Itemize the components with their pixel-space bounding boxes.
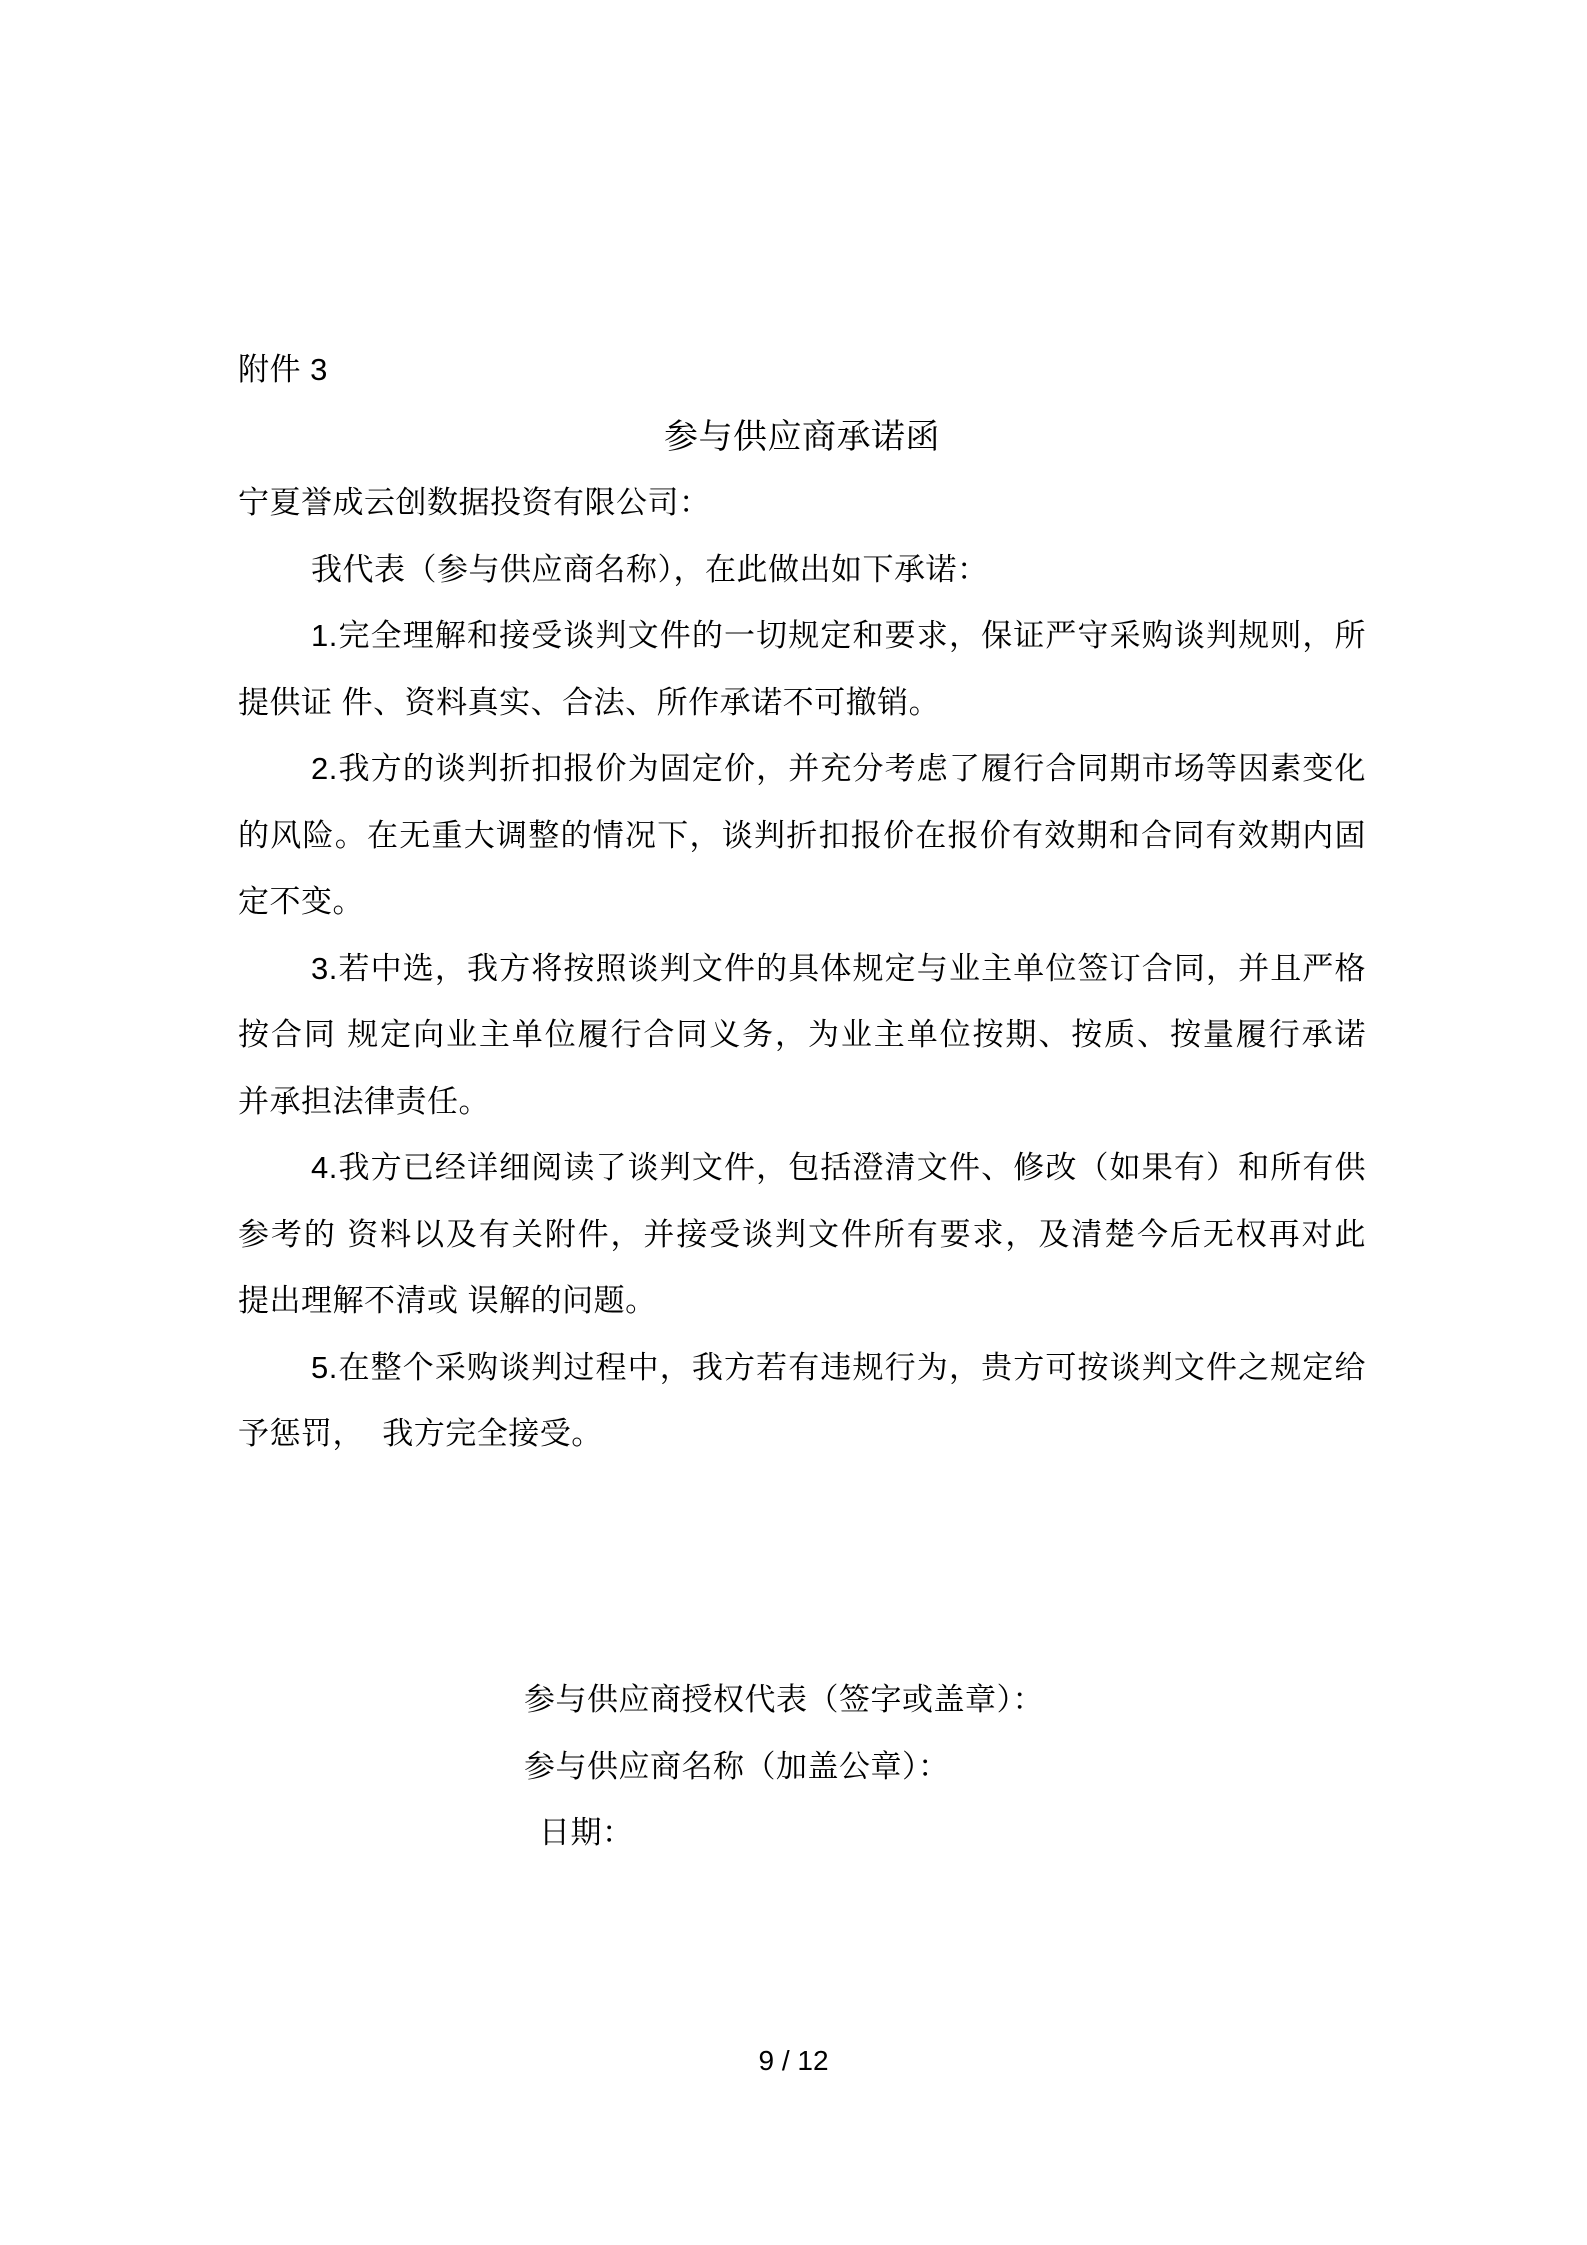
body-line: 3.若中选，我方将按照谈判文件的具体规定与业主单位签订合同，并且严格 <box>311 950 1366 986</box>
body-line: 并承担法律责任。 <box>238 1083 490 1119</box>
addressee-line: 宁夏誉成云创数据投资有限公司： <box>238 485 711 520</box>
blank-line <box>238 1601 1366 1668</box>
body-line: 2.我方的谈判折扣报价为固定价，并充分考虑了履行合同期市场等因素变化 <box>311 751 1366 786</box>
body-line: 提供证 件、资料真实、合法、所作承诺不可撤销。 <box>238 684 941 720</box>
attachment-label: 附件 3 <box>238 352 328 387</box>
body-line: 参考的 资料以及有关附件，并接受谈判文件所有要求，及清楚今后无权再对此 <box>238 1216 1366 1252</box>
body-line: 5.在整个采购谈判过程中，我方若有违规行为，贵方可按谈判文件之规定给 <box>311 1349 1366 1385</box>
document-title: 参与供应商承诺函 <box>664 417 940 456</box>
body-line: 予惩罚， 我方完全接受。 <box>238 1416 603 1451</box>
body-line: 1.完全理解和接受谈判文件的一切规定和要求，保证严守采购谈判规则，所 <box>311 618 1366 653</box>
signature-supplier-name-line: 参与供应商名称（加盖公章）： <box>524 1748 950 1784</box>
intro-line: 我代表（参与供应商名称），在此做出如下承诺： <box>311 551 989 587</box>
body-line: 的风险。在无重大调整的情况下，谈判折扣报价在报价有效期和合同有效期内固 <box>238 817 1366 853</box>
body-line: 提出理解不清或 误解的问题。 <box>238 1283 657 1318</box>
document-content <box>238 337 1366 1867</box>
page-number: 9 / 12 <box>758 2045 829 2076</box>
body-line: 定不变。 <box>238 884 364 919</box>
signature-date-line: 日期： <box>539 1815 634 1850</box>
body-line: 按合同 规定向业主单位履行合同义务，为业主单位按期、按质、按量履行承诺 <box>238 1017 1366 1052</box>
signature-auth-rep-line: 参与供应商授权代表（签字或盖章）： <box>524 1682 1044 1717</box>
blank-line <box>238 1534 1366 1601</box>
blank-line <box>238 1468 1366 1535</box>
body-line: 4.我方已经详细阅读了谈判文件，包括澄清文件、修改（如果有）和所有供 <box>311 1150 1366 1185</box>
